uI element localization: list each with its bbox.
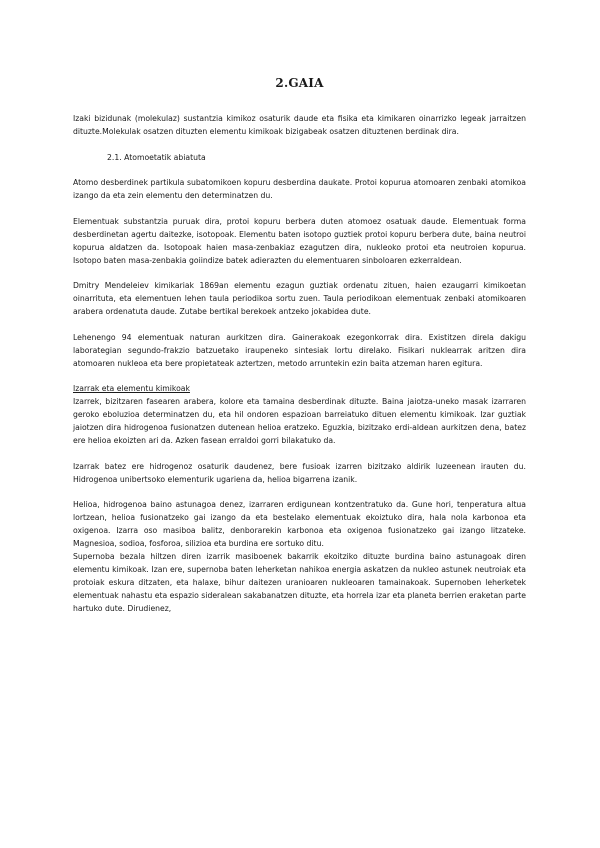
- paragraph-elements: Elementuak substantzia puruak dira, protoi kopuru berbera duten atomoez osatuak daude. Elementuak forma desberdinetan agertu daitezke, isotopoak. Elementu baten isotopo guztiek protoi kopuru berbera dute, baina neutroi kopurua aldatzen da. Isotopoak haien masa-zenbakiaz ezagutzen dira, nukleoko protoi eta neutroien kopurua. Isotopo baten masa-zenbakia goiindize batek adierazten du elementuaren sinboloaren ezkerraldean.: [73, 216, 526, 265]
- paragraph-supernova: Supernoba bezala hiltzen diren izarrik masiboenek bakarrik ekoitziko dituzte burdina baino astunagoak diren elementu kimikoak. Izan ere, supernoba baten leherketan nahikoa energia askatzen da nukleo astunek neutroiak eta protoiak eskura ditzaten, eta halaxe, bihur daitezen uranioaren nukleoaren tamainakoak. Supernoben leherketek elementuak nahastu eta espazio sideralean sakabanatzen dituzte, eta horrela izar eta planeta berrien eraketan parte hartuko dute. Dirudienez,: [73, 552, 526, 613]
- page-title: 2.GAIA: [275, 76, 324, 90]
- paragraph-mendeleiev: Dmitry Mendeleiev kimikariak 1869an elementu ezagun guztiak ordenatu zituen, haien ezaugarri kimikoetan oinarrituta, eta elementuen lehen taula periodikoa sortu zuen. Taula periodikoan elementuak zenbaki atomikoaren arabera ordenatuta daude. Zutabe bertikal berekoek antzeko jokabidea dute.: [73, 281, 526, 316]
- section-heading-stars: Izarrak eta elementu kimikoak: [73, 384, 190, 393]
- paragraph-helium: Helioa, hidrogenoa baino astunagoa denez, izarraren erdigunean kontzentratuko da. Gune hori, tenperatura altua lortzean, helioa fusionatzeko gai izango da eta bestelako elementuak ekoiztuko dira, hala nola karbonoa eta oxigenoa. Izarra oso masiboa balitz, denborarekin karbonoa eta oxigenoa fusionatzeko gai izango litzateke. Magnesioa, sodioa, fosforoa, silizioa eta burdina ere sortuko ditu.: [73, 500, 526, 548]
- subsection-heading: 2.1. Atomoetatik abiatuta: [107, 152, 206, 162]
- intro-paragraph: Izaki bizidunak (molekulaz) sustantzia kimikoz osaturik daude eta fisika eta kimikaren oinarrizko legeak jarraitzen dituzte.Molekulak osatzen dituzten elementu kimikoak bizigabeak osatzen dituztenen berdinak dira.: [73, 114, 526, 136]
- paragraph-atoms: Atomo desberdinek partikula subatomikoen kopuru desberdina daukate. Protoi kopurua atomoaren zenbaki atomikoa izango da eta zein elementu den determinatzen du.: [73, 178, 526, 200]
- paragraph-natural-elements: Lehenengo 94 elementuak naturan aurkitzen dira. Gainerakoak ezegonkorrak dira. Existitzen direla dakigu laborategian segundo-frakzio batzuetako iraupeneko sintesiak lortu direlako. Fisikari nuklearrak aritzen dira atomoaren nukleoa eta bere propietateak aztertzen, metodo arruntekin ezin baita atzeman haren egitura.: [73, 332, 526, 368]
- paragraph-hydrogen: Izarrak batez ere hidrogenoz osaturik daudenez, bere fusioak izarren bizitzako aldirik luzeenean irauten du. Hidrogenoa unibertsoko elementurik ugariena da, helioa bigarrena izanik.: [73, 461, 526, 484]
- paragraph-stars: Izarrek, bizitzaren fasearen arabera, kolore eta tamaina desberdinak dituzte. Baina jaiotza-uneko masak izarraren geroko eboluzioa determinatzen du, eta hil ondoren espazioan barreiatuko dituen elementu kimikoak. Izar guztiak jaiotzen dira hidrogenoa fusionatzen dutenean helioa eratzeko. Eguzkia, bizitzako erdi-aldean aurkitzen dena, batez ere helioa ekoizten ari da. Azken fasean erraldoi gorri bilakatuko da.: [73, 397, 526, 445]
